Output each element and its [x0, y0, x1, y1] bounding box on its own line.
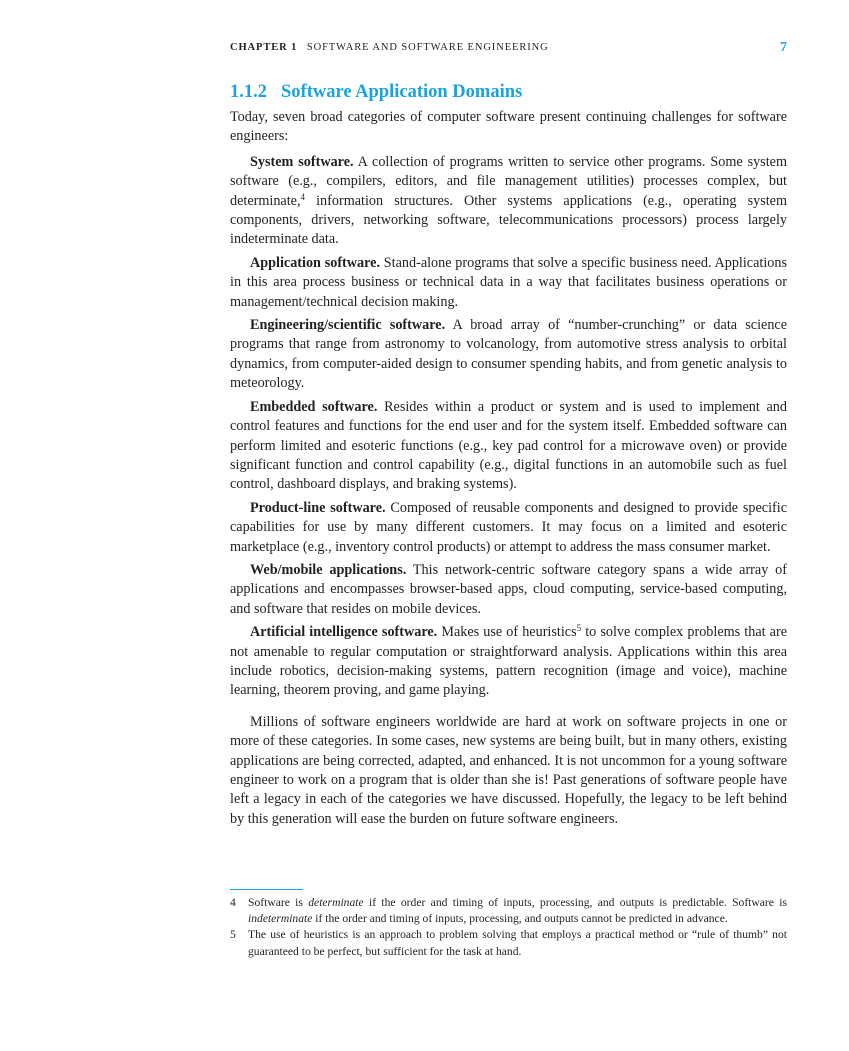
category-term: Application software.	[250, 254, 381, 271]
chapter-label: CHAPTER 1	[230, 42, 298, 53]
footnotes	[230, 895, 787, 960]
closing-paragraph: Millions of software engineers worldwide are hard at work on software projects in one or more of these categories. In some cases, new systems are being built, but in many others, existing applications are being corrected, adapted, and enhanced. It is not uncommon for a young software engineer to work on a program that is older than she is! Past generations of software people have left a legacy in each of the categories we have discussed. Hopefully, the legacy to be left behind by this generation will ease the burden on future software engineers.	[230, 713, 787, 827]
category-text: Composed of reusable components and designed to provide specific capabilities for use by many different customers. It may focus on a limited and esoteric marketplace (e.g., inventory control products) or attempt to address the mass consumer market.	[230, 499, 787, 555]
section-heading	[230, 82, 522, 103]
footnote-4	[230, 895, 787, 927]
category-term: System software.	[250, 153, 354, 170]
category-text: information structures. Other systems applications (e.g., operating system components, drivers, networking software, telecommunications processors) process largely indeterminate data.	[230, 192, 787, 248]
footnote-number: 4	[230, 896, 236, 909]
footnote-emphasis: determinate	[308, 896, 364, 909]
category-product-line-software	[230, 499, 787, 557]
section-title: Software Application Domains	[281, 82, 523, 102]
category-web-mobile-applications	[230, 561, 787, 619]
category-artificial-intelligence-software	[230, 623, 787, 701]
category-system-software	[230, 153, 787, 250]
category-text: Resides within a product or system and is used to implement and control features and functions for the end user and for the system itself. Embedded software can perform limited and esoteric functions (e.g., key pad control for a microwave oven) or provide significant function and control capability (e.g., digital functions in an automobile such as fuel control, dashboard displays, and braking systems).	[230, 398, 787, 493]
footnote-ref: 4	[300, 191, 306, 202]
category-embedded-software	[230, 398, 787, 495]
footnote-ref: 5	[576, 623, 582, 634]
running-head	[230, 42, 787, 58]
body-text	[230, 108, 787, 829]
category-text: to solve complex problems that are not amenable to regular computation or straightforward analysis. Applications within this area include robotics, decision-making systems, pattern recognition (image and voice), machine learning, theorem proving, and game playing.	[230, 624, 787, 699]
footnote-emphasis: indeterminate	[248, 912, 313, 926]
page-number: 7	[780, 40, 787, 55]
category-text: Stand-alone programs that solve a specific business need. Applications in this area process business or technical data in a way that facilitates business operations or management/technical decision making.	[230, 254, 787, 310]
footnote-text: if the order and timing of inputs, processing, and outputs is predictable. Software is	[363, 896, 787, 909]
category-term: Web/mobile applications.	[250, 561, 407, 578]
category-text: Makes use of heuristics	[437, 624, 577, 641]
footnote-text: if the order and timing of inputs, processing, and outputs cannot be predicted in advance.	[312, 912, 728, 926]
category-text: This network-centric software category spans a wide array of applications and encompasses browser-based apps, cloud computing, service-based computing, and software that resides on mobile devices.	[230, 561, 787, 617]
footnote-5	[230, 927, 787, 959]
category-application-software	[230, 254, 787, 312]
footnote-number: 5	[230, 928, 236, 942]
category-engineering-scientific-software	[230, 316, 787, 394]
intro-paragraph: Today, seven broad categories of computer software present continuing challenges for software engineers:	[230, 109, 787, 145]
footnote-divider	[230, 889, 303, 890]
chapter-title: SOFTWARE AND SOFTWARE ENGINEERING	[306, 42, 549, 53]
category-term: Engineering/scientific software.	[250, 317, 446, 334]
category-term: Embedded software.	[250, 398, 378, 415]
footnote-text: The use of heuristics is an approach to problem solving that employs a practical method or “rule of thumb” not guaranteed to be perfect, but sufficient for the task at hand.	[248, 928, 787, 958]
footnote-text: Software is	[248, 896, 309, 909]
section-number: 1.1.2	[230, 82, 267, 102]
category-text: A broad array of “number-crunching” or data science programs that range from astronomy to volcanology, from automotive stress analysis to orbital dynamics, from computer-aided design to consumer spending habits, and from genetic analysis to meteorology.	[230, 317, 788, 392]
category-term: Artificial intelligence software.	[250, 624, 438, 641]
category-term: Product-line software.	[250, 499, 386, 516]
category-text: A collection of programs written to service other programs. Some system software (e.g., compilers, editors, and file management utilities) processes complex, but determinate,	[230, 153, 787, 209]
